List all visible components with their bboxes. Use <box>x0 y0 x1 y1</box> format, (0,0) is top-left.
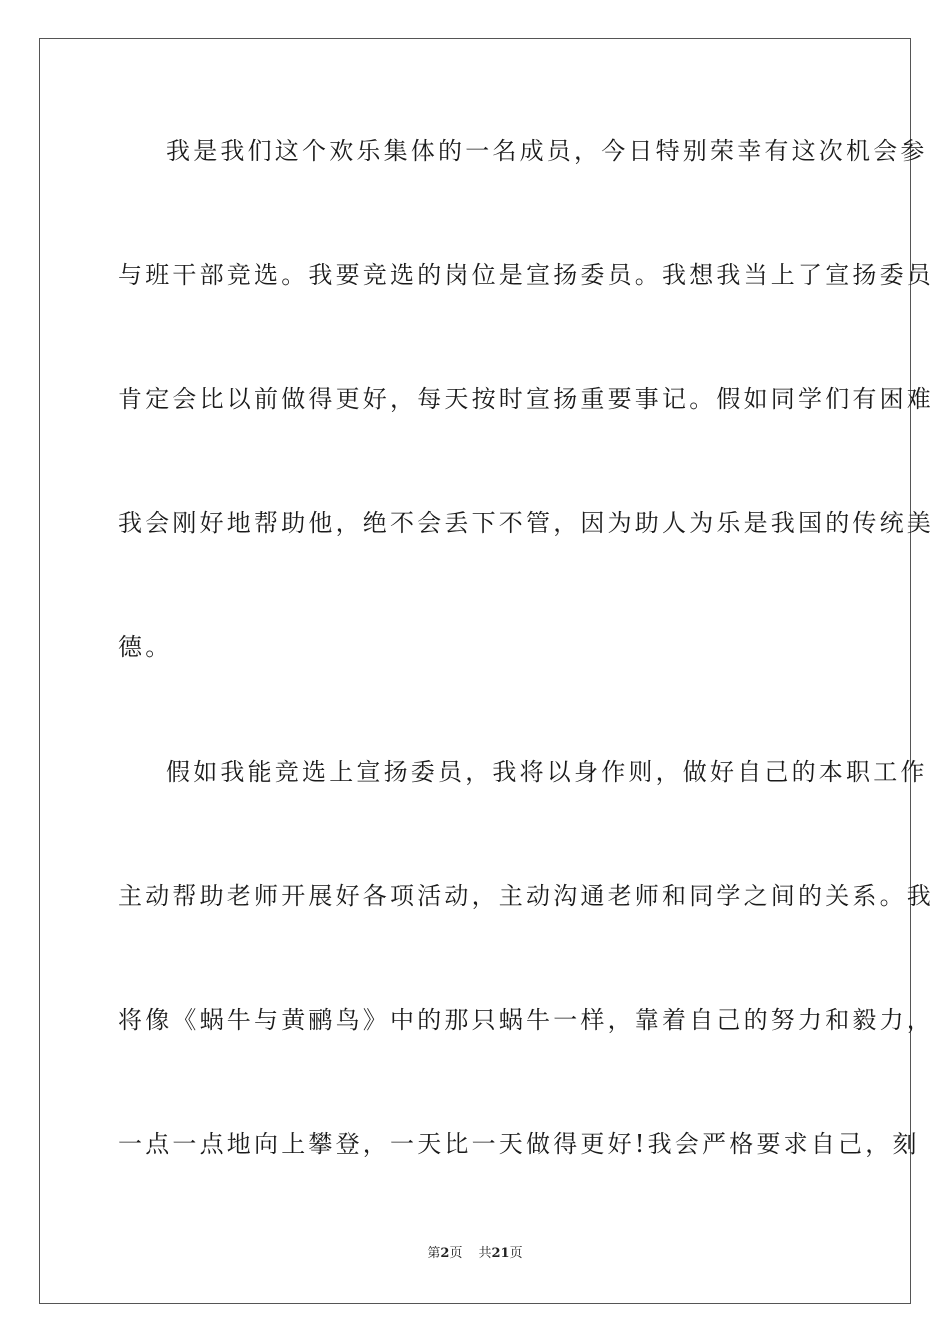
paragraph-1-line-3: 肯定会比以前做得更好，每天按时宣扬重要事记。假如同学们有困难 <box>118 385 934 413</box>
page-number: 2 <box>440 1246 450 1261</box>
paragraph-2-line-1: 假如我能竞选上宣扬委员，我将以身作则，做好自己的本职工作 <box>166 758 928 786</box>
total-suffix: 页 <box>509 1246 523 1261</box>
total-prefix: 共 <box>478 1246 492 1261</box>
paragraph-1-line-1: 我是我们这个欢乐集体的一名成员，今日特别荣幸有这次机会参 <box>166 137 928 165</box>
page-suffix: 页 <box>449 1246 463 1261</box>
page-border <box>39 38 934 1304</box>
paragraph-1-line-2: 与班干部竞选。我要竞选的岗位是宣扬委员。我想我当上了宣扬委员 <box>118 261 934 289</box>
paragraph-1-line-5: 德。 <box>118 633 173 661</box>
total-pages: 21 <box>491 1246 510 1261</box>
paragraph-2-line-3: 将像《蜗牛与黄鹂鸟》中的那只蜗牛一样，靠着自己的努力和毅力， <box>118 1006 934 1034</box>
paragraph-2-line-2: 主动帮助老师开展好各项活动，主动沟通老师和同学之间的关系。我 <box>118 882 934 910</box>
page-prefix: 第 <box>427 1246 441 1261</box>
paragraph-1-line-4: 我会刚好地帮助他，绝不会丢下不管，因为助人为乐是我国的传统美 <box>118 509 934 537</box>
page-footer <box>0 1245 950 1263</box>
paragraph-2-line-4: 一点一点地向上攀登，一天比一天做得更好!我会严格要求自己，刻 <box>118 1130 920 1158</box>
